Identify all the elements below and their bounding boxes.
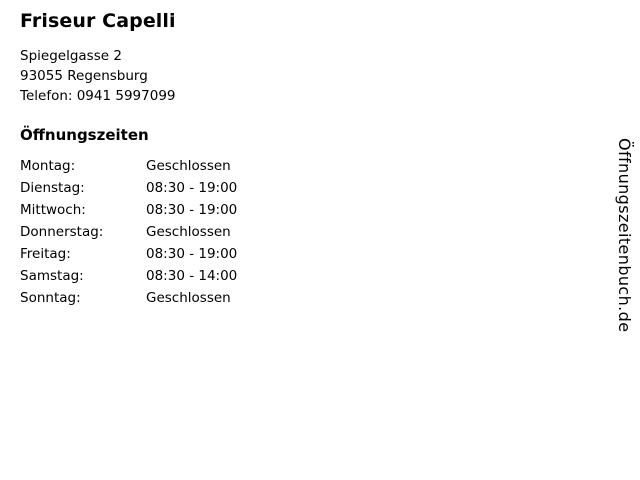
day-label: Mittwoch:	[20, 202, 86, 218]
opening-hours-table	[20, 158, 237, 312]
day-label: Samstag:	[20, 268, 84, 284]
day-label: Freitag:	[20, 246, 71, 262]
day-hours: 08:30 - 19:00	[146, 180, 238, 196]
day-label: Donnerstag:	[20, 224, 104, 240]
table-row	[20, 268, 237, 290]
table-row	[20, 290, 237, 312]
day-label: Dienstag:	[20, 180, 85, 196]
opening-hours-title: Öffnungszeiten	[20, 126, 149, 144]
day-hours: Geschlossen	[146, 290, 231, 306]
table-row	[20, 180, 237, 202]
day-label: Montag:	[20, 158, 76, 174]
day-hours: Geschlossen	[146, 158, 231, 174]
phone-number: Telefon: 0941 5997099	[20, 88, 176, 104]
day-hours: 08:30 - 19:00	[146, 246, 238, 262]
day-label: Sonntag:	[20, 290, 81, 306]
day-hours: 08:30 - 19:00	[146, 202, 238, 218]
table-row	[20, 202, 237, 224]
page-title: Friseur Capelli	[20, 10, 176, 32]
table-row	[20, 246, 237, 268]
table-row	[20, 158, 237, 180]
business-card	[20, 10, 600, 312]
day-hours: Geschlossen	[146, 224, 231, 240]
table-row	[20, 224, 237, 246]
watermark-label: Öffnungszeitenbuch.de	[615, 138, 634, 333]
address-street: Spiegelgasse 2	[20, 48, 122, 64]
day-hours: 08:30 - 14:00	[146, 268, 238, 284]
address-city: 93055 Regensburg	[20, 68, 148, 84]
